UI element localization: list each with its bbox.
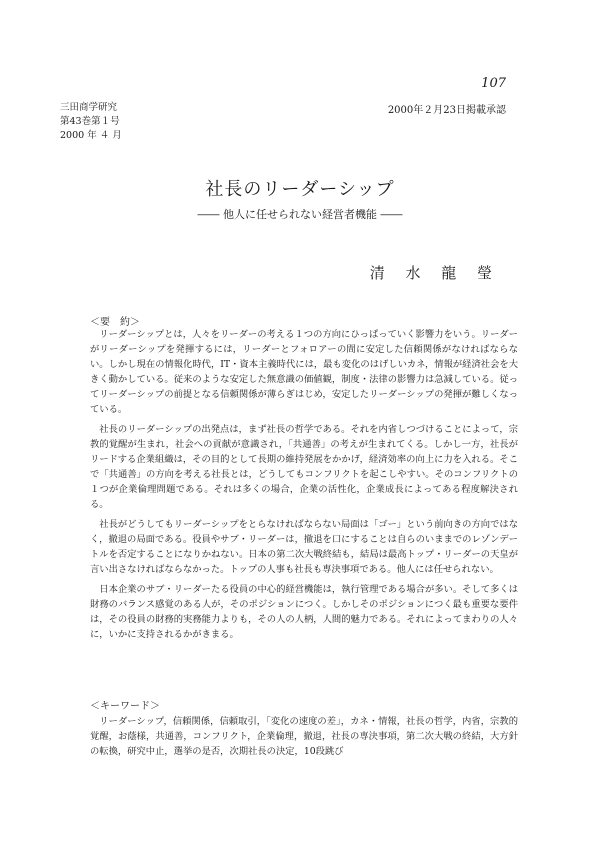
journal-name: 三田商学研究 <box>60 102 118 113</box>
journal-volume: 第43巻第１号 <box>60 116 120 127</box>
abstract-heading: ＜要 約＞ <box>90 317 140 328</box>
journal-date: 2000 年 ４ 月 <box>60 130 122 141</box>
page-number: 107 <box>481 76 506 91</box>
abstract-paragraph: 社長がどうしてもリーダーシップをとらなければならない局面は「ゴー」という前向きの方向ではなく，撤退の局面である。役員やサブ・リーダーは，撤退を口にすることは自らのいままでのレゾンデートルを否定することになりかねない。日本の第二次大戦終結も，結局は最高トップ・リーダーの天皇が言い出さなければならなかった。トップの人事も社長も専決事項である。他人には任せられない。 <box>90 519 518 575</box>
journal-info <box>60 101 122 143</box>
acceptance-date: 2000年２月23日掲載承認 <box>387 105 506 116</box>
author-name: 清 水 龍 瑩 <box>369 264 500 282</box>
abstract-paragraph: 社長のリーダーシップの出発点は，まず社長の哲学である。それを内省しつづけることによって，宗教的覚醒が生まれ，社会への貢献が意識され，「共通善」の考えが生まれてくる。しかし一方，社長がリードする企業組織は，その目的として長期の維持発展をかかげ，経済効率の向上に力を入れる。そこで「共通善」の方向を考える社長とは，どうしてもコンフリクトを起こしやすい。そのコンフリクトの１つが企業倫理問題である。それは多くの場合，企業の活性化，企業成長によってある程度解決される。 <box>90 424 518 510</box>
keywords-heading: ＜キーワード＞ <box>90 701 160 712</box>
abstract-body <box>90 327 518 647</box>
paper-title: 社長のリーダーシップ <box>205 179 395 200</box>
abstract-paragraph: 日本企業のサブ・リーダーたる役員の中心的経営機能は，執行管理である場合が多い。そして多くは財務のバランス感覚のある人が，そのポジションにつく。しかしそのポジションにつく最も重要な要件は，その役員の財務的実務能力よりも，その人の人柄，人間的魅力である。それによってまわりの人々に，いかに支持されるかがきまる。 <box>90 584 518 640</box>
paper-subtitle: ―― 他人に任せられない経営者機能 ―― <box>197 208 403 221</box>
keywords-body: リーダーシップ，信頼関係，信頼取引，「変化の速度の差」，カネ・情報，社長の哲学，内省，宗教的覚醒，お蔭様，共通善，コンフリクト，企業倫理，撤退，社長の専決事項，第二次大戦の終結，大方針の転換，研究中止，選挙の是否，次期社長の決定，10段跳び <box>90 716 518 757</box>
abstract-paragraph: リーダーシップとは，人々をリーダーの考える１つの方向にひっぱっていく影響力をいう。リーダーがリーダーシップを発揮するには，リーダーとフォロアーの間に安定した信頼関係がなければならない。しかし現在の情報化時代，IT・資本主義時代には，最も変化のはげしいカネ，情報が経済社会を大きく動かしている。従来のような安定した無意識の価値観，制度・法律の影響力は急減している。従ってリーダーシップの前提となる信頼関係が薄らぎはじめ，安定したリーダーシップの発揮が難しくなっている。 <box>90 329 518 415</box>
